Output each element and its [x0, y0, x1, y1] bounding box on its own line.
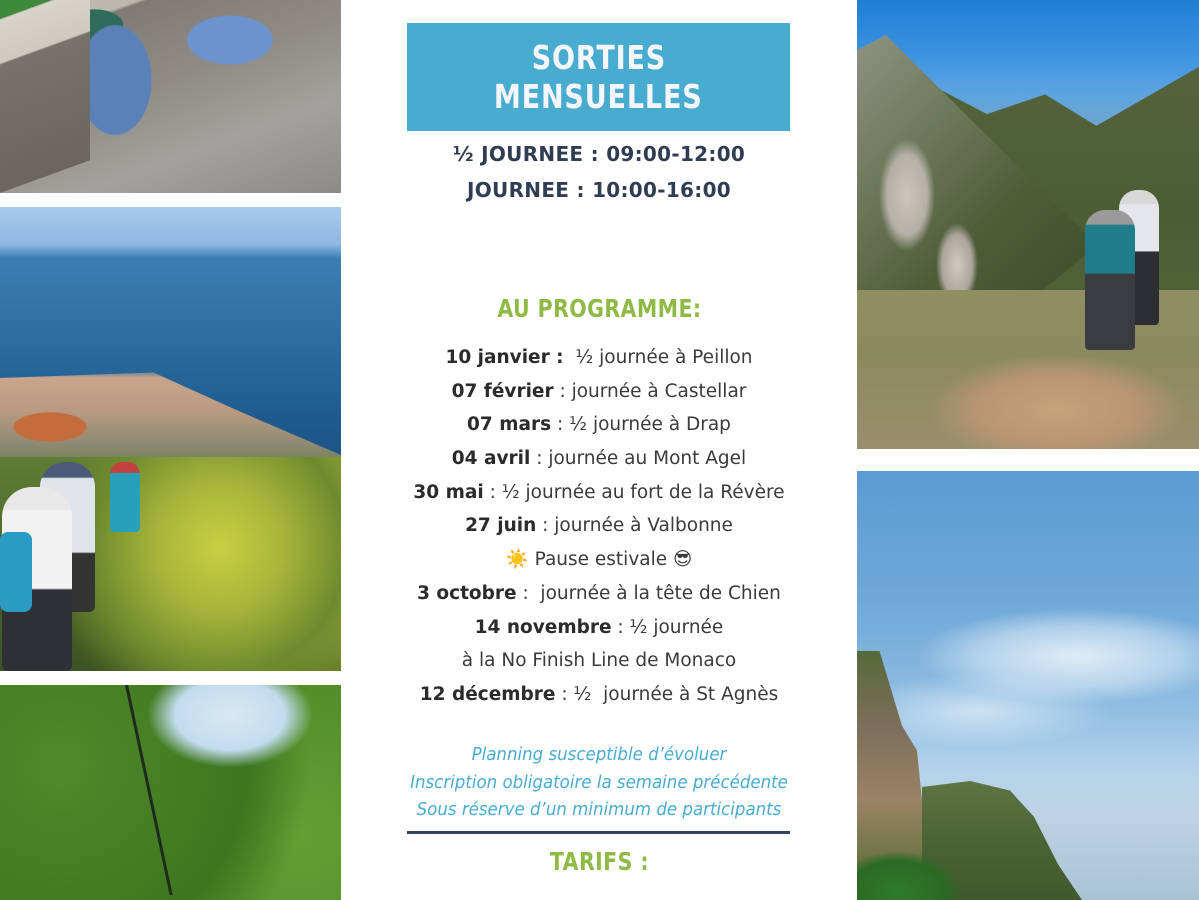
schedule-date: 30 mai	[413, 481, 484, 503]
note-line: Planning susceptible d’évoluer	[471, 745, 727, 765]
photo-monaco-harbor-hikers	[0, 207, 341, 671]
schedule-item	[341, 341, 857, 375]
schedule-item-continuation	[341, 644, 857, 678]
schedule-item	[341, 476, 857, 510]
summer-break-text: ☀️ Pause estivale 😎	[505, 549, 693, 571]
schedule-item	[341, 509, 857, 543]
hiker-figure	[110, 462, 140, 532]
note-line: Inscription obligatoire la semaine précédente	[410, 772, 788, 793]
schedule-desc: : ½ journée à St Agnès	[555, 683, 779, 705]
note-line: Sous réserve d’un minimum de participants	[416, 800, 782, 820]
flyer-content	[341, 0, 857, 900]
photo-hikers-feet	[0, 0, 341, 193]
schedule-date: 07 mars	[467, 414, 552, 436]
schedule-item	[341, 577, 857, 611]
pine-trees	[857, 831, 987, 900]
schedule-date: 07 février	[451, 380, 554, 402]
schedule-item	[341, 678, 857, 712]
photo-forest-canopy	[0, 685, 341, 900]
schedule-item	[341, 375, 857, 409]
photo-mountain-trail-hikers	[857, 0, 1199, 449]
schedule-desc: ½ journée à Peillon	[563, 347, 753, 368]
schedule-date: 14 novembre	[474, 616, 612, 638]
schedule-item	[341, 408, 857, 442]
schedule-desc: : ½ journée à Drap	[551, 414, 731, 436]
schedule-item	[341, 611, 857, 645]
schedule-desc: à la No Finish Line de Monaco	[461, 650, 737, 672]
programme-heading	[341, 294, 857, 323]
tarifs-heading-text: TARIFS :	[549, 847, 649, 876]
photo-coastal-cliffs	[857, 471, 1199, 900]
schedule-desc: : journée au Mont Agel	[530, 448, 747, 470]
schedule-date: 27 juin	[465, 515, 537, 537]
hours-half-day: ½ JOURNEE : 09:00-12:00	[452, 142, 746, 166]
schedule-desc: : journée à la tête de Chien	[516, 582, 781, 604]
schedule-desc: : ½ journée au fort de la Révère	[483, 481, 785, 503]
cable-line	[125, 685, 173, 895]
programme-heading-text: AU PROGRAMME:	[496, 294, 702, 323]
schedule-date: 10 janvier :	[445, 347, 564, 368]
banner-line-1: SORTIES	[531, 38, 666, 77]
schedule-desc: : journée à Castellar	[553, 380, 747, 402]
schedule-date: 04 avril	[451, 448, 531, 470]
banner-line-2: MENSUELLES	[494, 77, 703, 116]
hours-full-day: JOURNEE : 10:00-16:00	[467, 178, 731, 202]
schedule-desc: : journée à Valbonne	[536, 515, 733, 537]
schedule-date: 3 octobre	[417, 582, 517, 604]
tarifs-heading	[341, 847, 857, 876]
schedule-date: 12 décembre	[419, 683, 556, 705]
schedule-list	[341, 341, 857, 712]
divider	[407, 831, 790, 834]
hiker-figure	[1085, 210, 1135, 350]
schedule-desc: : ½ journée	[611, 616, 724, 638]
stone-wall	[0, 0, 90, 193]
notes-block	[341, 742, 857, 825]
summer-break-item	[341, 543, 857, 577]
backpack	[0, 532, 32, 612]
title-banner	[407, 23, 790, 131]
schedule-item	[341, 442, 857, 476]
